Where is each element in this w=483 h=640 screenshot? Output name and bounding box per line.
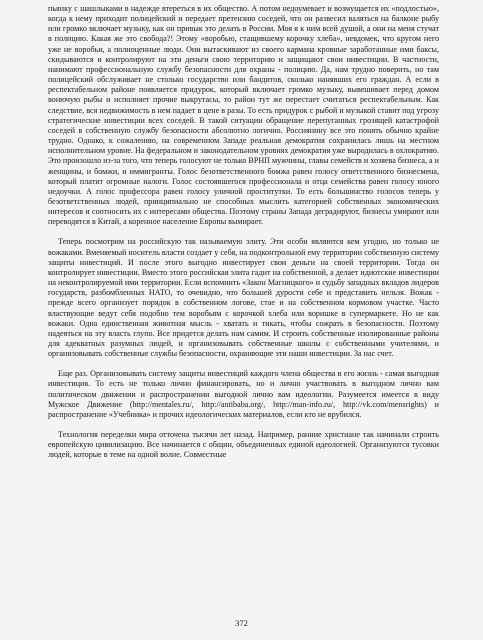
page-number: 372 <box>235 618 248 628</box>
paragraph-gap <box>48 420 439 430</box>
paragraph-gap <box>48 359 439 369</box>
paragraph-2: Теперь посмотрим на российскую так называемую элиту. Эти особи являются кем угодно, но только не вожаками. Вменяемый носитель власти создает у себя, на подконтрольной ему территории собственную систему защиты инвестиций. И после этого выгодно инвестирует свои деньги на своей территории. Тогда он контролирует инвестиции. Вместо этого российская элита гадит на собственной, а делает идиотские инвестиции на неконтролируемой ими территории. Если вспомнить «Закон Магницкого» и судьбу западных вкладов лидеров государств, разбомбленных НАТО, то очевидно, что большей дурости себе и представить нельзя. Вожак - прежде всего организует порядок в собственном логове, стае и на собственном кормовом участке. Часто властвующие ведут себя подобно тем воробьям с корочкой хлеба или воришке в супермаркете. Но не как вожаки. Одна единственная животная мысль - хватать и тикать, чтобы сожрать в безопасности. Поэтому надеяться на эту власть глупо. Все придется делать нам самим. И строить собственные изолированные районы для адекватных разумных людей, и организовывать собственные школы с собственными учителями, и организовывать собственные службы безопасности, охраняющие эти наши инвестиции. За нас счет. <box>48 237 439 359</box>
paragraph-4: Технология переделки мира отточена тысячи лет назад. Например, ранние христиане так начинали строить европейскую цивилизацию. Все начинается с общин, объединенных единой идеологией. Организуются тусовки людей, которые в теме на одной волне. Совместные <box>48 430 439 460</box>
paragraph-3: Еще раз. Организовывать систему защиты инвестиций каждого члена общества в его жизнь - самая выгодная инвестиция. То есть не только лично финансировать, но и лично участвовать в выгодном лично вам политическом движении и распространении выгодной лично вам идеологии. Разумеется имеется в виду Мужское Движение (http://mentales.ru/, http://antibaba.org/, http://man-info.ru/, http://vk.com/mensrights) и распространение «Учебника» и прочих идеологических материалов, если кто не врубился. <box>48 369 439 419</box>
paragraph-1: пьянку с шашлыками в надежде втереться в их общество. А потом недоумевает и возмущается их «подлостью», когда к нему приходит полицейский и передает претензию соседей, что он развесил валяться на балконе рыбу или громко включает музыку, как он привык это делать в России. Моя я к ним всей душой, а они на меня стучат в полицию. Какая же это свобода?! Этому «воробью, стащившему корочку хлеба», невдомек, что кругом него уже не воробьи, а полноценные люди. Они вытаскивают из своего кармана кровные заработанные ими баксы, скидываются и контролируют на эти деньги свою территорию и защищают свои инвестиции. В частности, нанимают профессиональную службу безопасности для охраны - полицию. Да, нам трудно поверить, но там полицейский обслуживает не столько государство или бандитов, сколько нанявших его граждан. А если в респектабельном районе появляется придурок, который включает громко музыку, вывешивает перед домом вонючую рыбы и исполняет прочие выкрутасы, то район тут же перестает считаться респектабельным. Как следствие, вся недвижимость в нем падает в цене в разы. То есть придурок с рыбой и музыкой ставит под угрозу стратегические инвестиции всех соседей. В такой ситуации обращение перепуганных грозящей катастрофой соседей в собственную службу безопасности абсолютно логично. Россиянину все это понять обычно крайне трудно. Однако, к сожалению, на современном Западе реальная демократия сохранилась лишь на местном исполнительном уровне. На федеральном и законодательном уровнях демократия уже выродилась в охлократию. Это произошло из-за того, что теперь голосуют не только ВРНП мужчины, главы семейств и хозяева бизнеса, а и женщины, и бомжи, и иммигранты. Голос безответственного бомжа равен голосу ответственного бизнесмена, который платит огромные налоги. Голос состоявшегося профессионала и отца семейства равен голосу юного недоучки. А голос профессора равен голосу уличной проститутки. То есть большинство голосов теперь у безответственных людей, принципиально не способных мыслить категорией собственных экономических интересов и соотносить их с интересами общества. Поэтому страны Запада деградируют, бизнесы умирают или переводятся в Китай, а коренное население Европы вымирает. <box>48 4 439 227</box>
paragraph-gap <box>48 227 439 237</box>
